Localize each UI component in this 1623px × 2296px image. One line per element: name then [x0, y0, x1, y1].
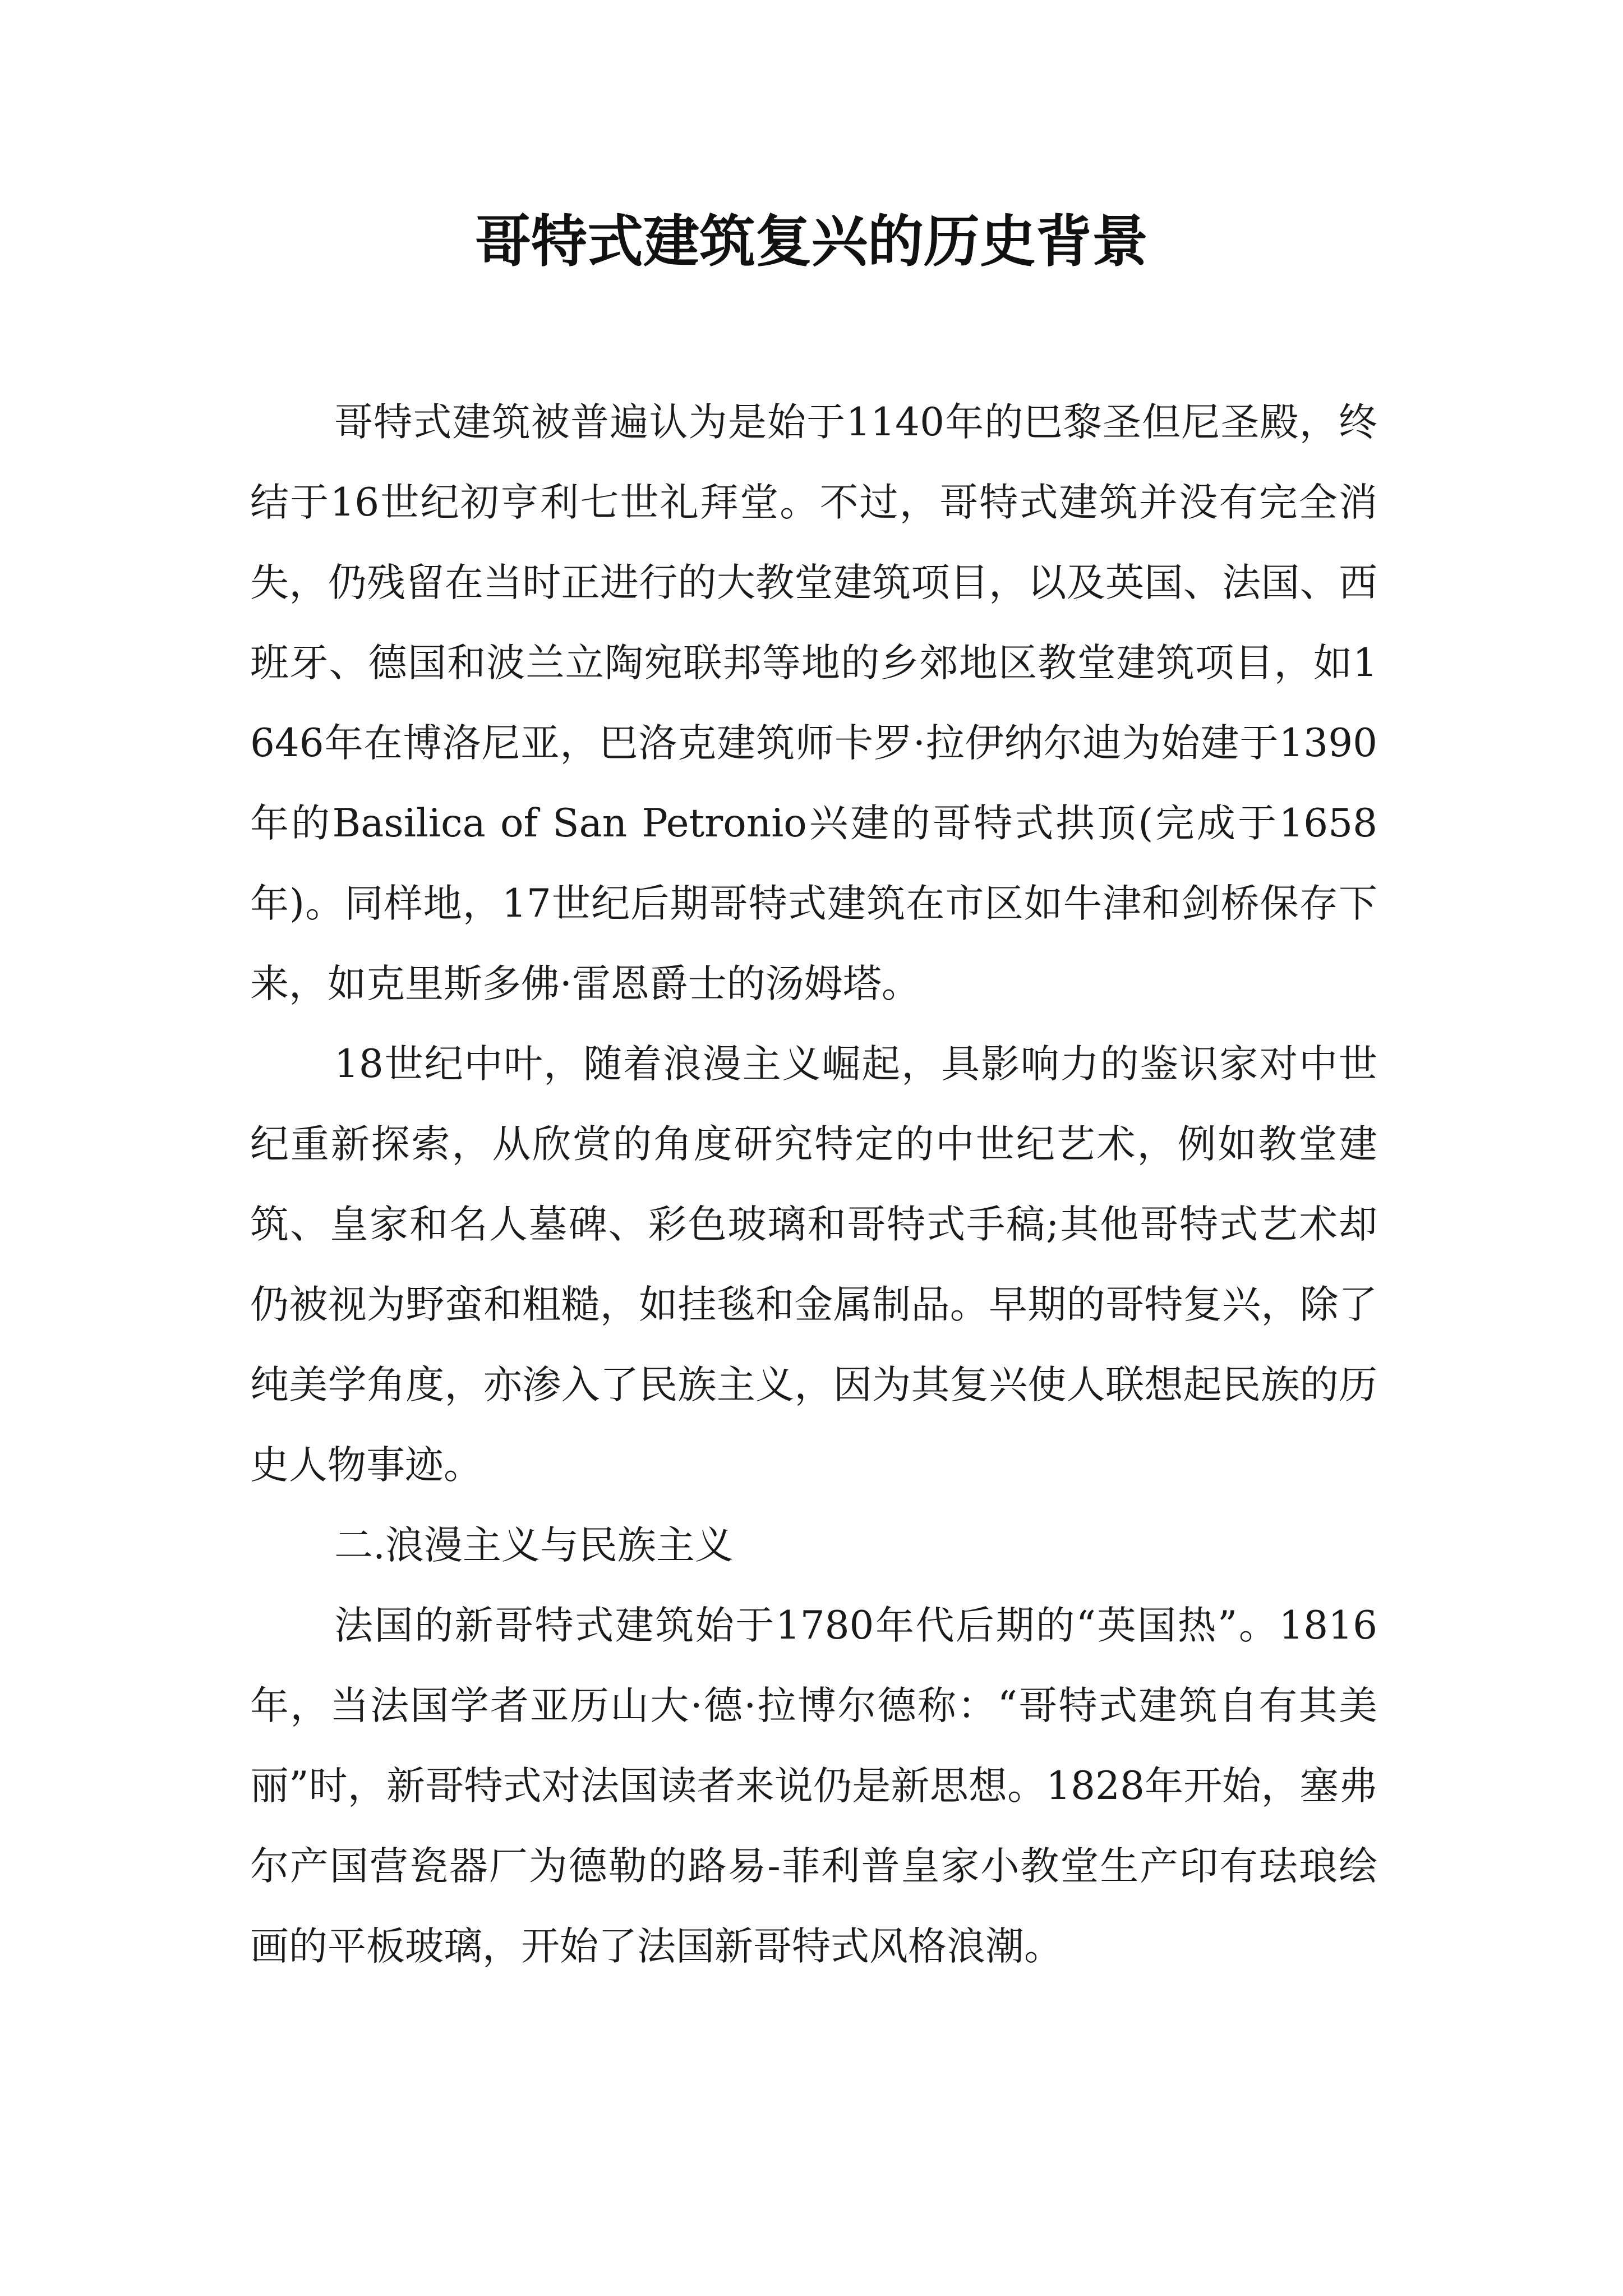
- paragraph-intro: 哥特式建筑被普遍认为是始于1140年的巴黎圣但尼圣殿，终结于16世纪初亨利七世礼拜堂。不过，哥特式建筑并没有完全消失，仍残留在当时正进行的大教堂建筑项目，以及英国、法国、西班牙、德国和波兰立陶宛联邦等地的乡郊地区教堂建筑项目，如1646年在博洛尼亚，巴洛克建筑师卡罗·拉伊纳尔迪为始建于1390年的Basilica of San Petronio兴建的哥特式拱顶(完成于1658年)。同样地，17世纪后期哥特式建筑在市区如牛津和剑桥保存下来，如克里斯多佛·雷恩爵士的汤姆塔。: [250, 400, 1377, 1006]
- document-body: [250, 383, 1377, 1987]
- paragraph-romanticism: 18世纪中叶，随着浪漫主义崛起，具影响力的鉴识家对中世纪重新探索，从欣赏的角度研究特定的中世纪艺术，例如教堂建筑、皇家和名人墓碑、彩色玻璃和哥特式手稿;其他哥特式艺术却仍被视为野蛮和粗糙，如挂毯和金属制品。早期的哥特复兴，除了纯美学角度，亦渗入了民族主义，因为其复兴使人联想起民族的历史人物事迹。: [250, 1042, 1377, 1488]
- section-heading: 二.浪漫主义与民族主义: [334, 1523, 734, 1568]
- document-title: 哥特式建筑复兴的历史背景: [475, 208, 1148, 274]
- paragraph-france: 法国的新哥特式建筑始于1780年代后期的“英国热”。1816年，当法国学者亚历山大·德·拉博尔德称：“哥特式建筑自有其美丽”时，新哥特式对法国读者来说仍是新思想。1828年开始，塞弗尔产国营瓷器厂为德勒的路易-菲利普皇家小教堂生产印有珐琅绘画的平板玻璃，开始了法国新哥特式风格浪潮。: [250, 1603, 1377, 1969]
